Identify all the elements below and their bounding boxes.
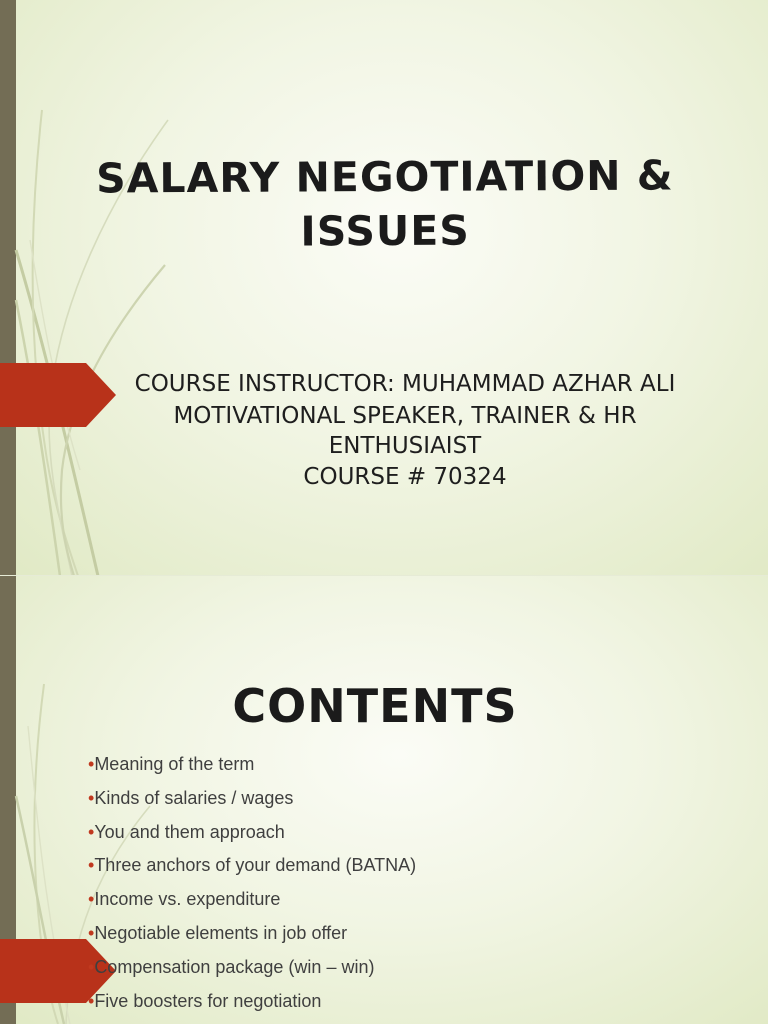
slide-title-text: SALARY NEGOTIATION & ISSUES <box>96 151 674 256</box>
contents-list <box>88 752 416 1022</box>
list-item-text: Kinds of salaries / wages <box>94 787 294 808</box>
subtitle-roles: MOTIVATIONAL SPEAKER, TRAINER & HR <box>173 403 637 429</box>
bullet-icon: • <box>88 821 95 842</box>
list-item-text: Five boosters for negotiation <box>94 990 322 1011</box>
list-item-text: Compensation package (win – win) <box>94 956 375 977</box>
bullet-icon: • <box>88 754 95 774</box>
list-item-text: Income vs. expenditure <box>94 889 281 910</box>
contents-heading: CONTENTS <box>232 679 518 733</box>
subtitle-instructor: COURSE INSTRUCTOR: MUHAMMAD AZHAR ALI <box>134 371 676 397</box>
slide-contents <box>0 576 768 1024</box>
list-item <box>88 820 416 854</box>
list-item <box>88 752 416 786</box>
bullet-icon: • <box>88 922 95 943</box>
subtitle-roles-cont: ENTHUSIAIST <box>328 433 482 459</box>
list-item <box>88 853 416 887</box>
bullet-icon: • <box>88 990 95 1011</box>
list-item <box>88 955 416 989</box>
list-item-text: Meaning of the term <box>94 754 255 774</box>
accent-arrow-tab <box>0 363 118 427</box>
side-bar <box>0 0 16 576</box>
subtitle-course-number: COURSE # 70324 <box>303 464 507 490</box>
list-item <box>88 989 416 1023</box>
list-item <box>88 887 416 921</box>
list-item-text: You and them approach <box>94 821 285 842</box>
list-item <box>88 921 416 955</box>
list-item-text: Three anchors of your demand (BATNA) <box>94 855 417 876</box>
subtitle-block <box>110 368 700 494</box>
bullet-icon: • <box>88 787 95 808</box>
bullet-icon: • <box>88 855 95 876</box>
bullet-icon: • <box>88 956 95 977</box>
list-item <box>88 786 416 820</box>
bullet-icon: • <box>88 889 95 910</box>
list-item-text: Negotiable elements in job offer <box>94 922 348 943</box>
